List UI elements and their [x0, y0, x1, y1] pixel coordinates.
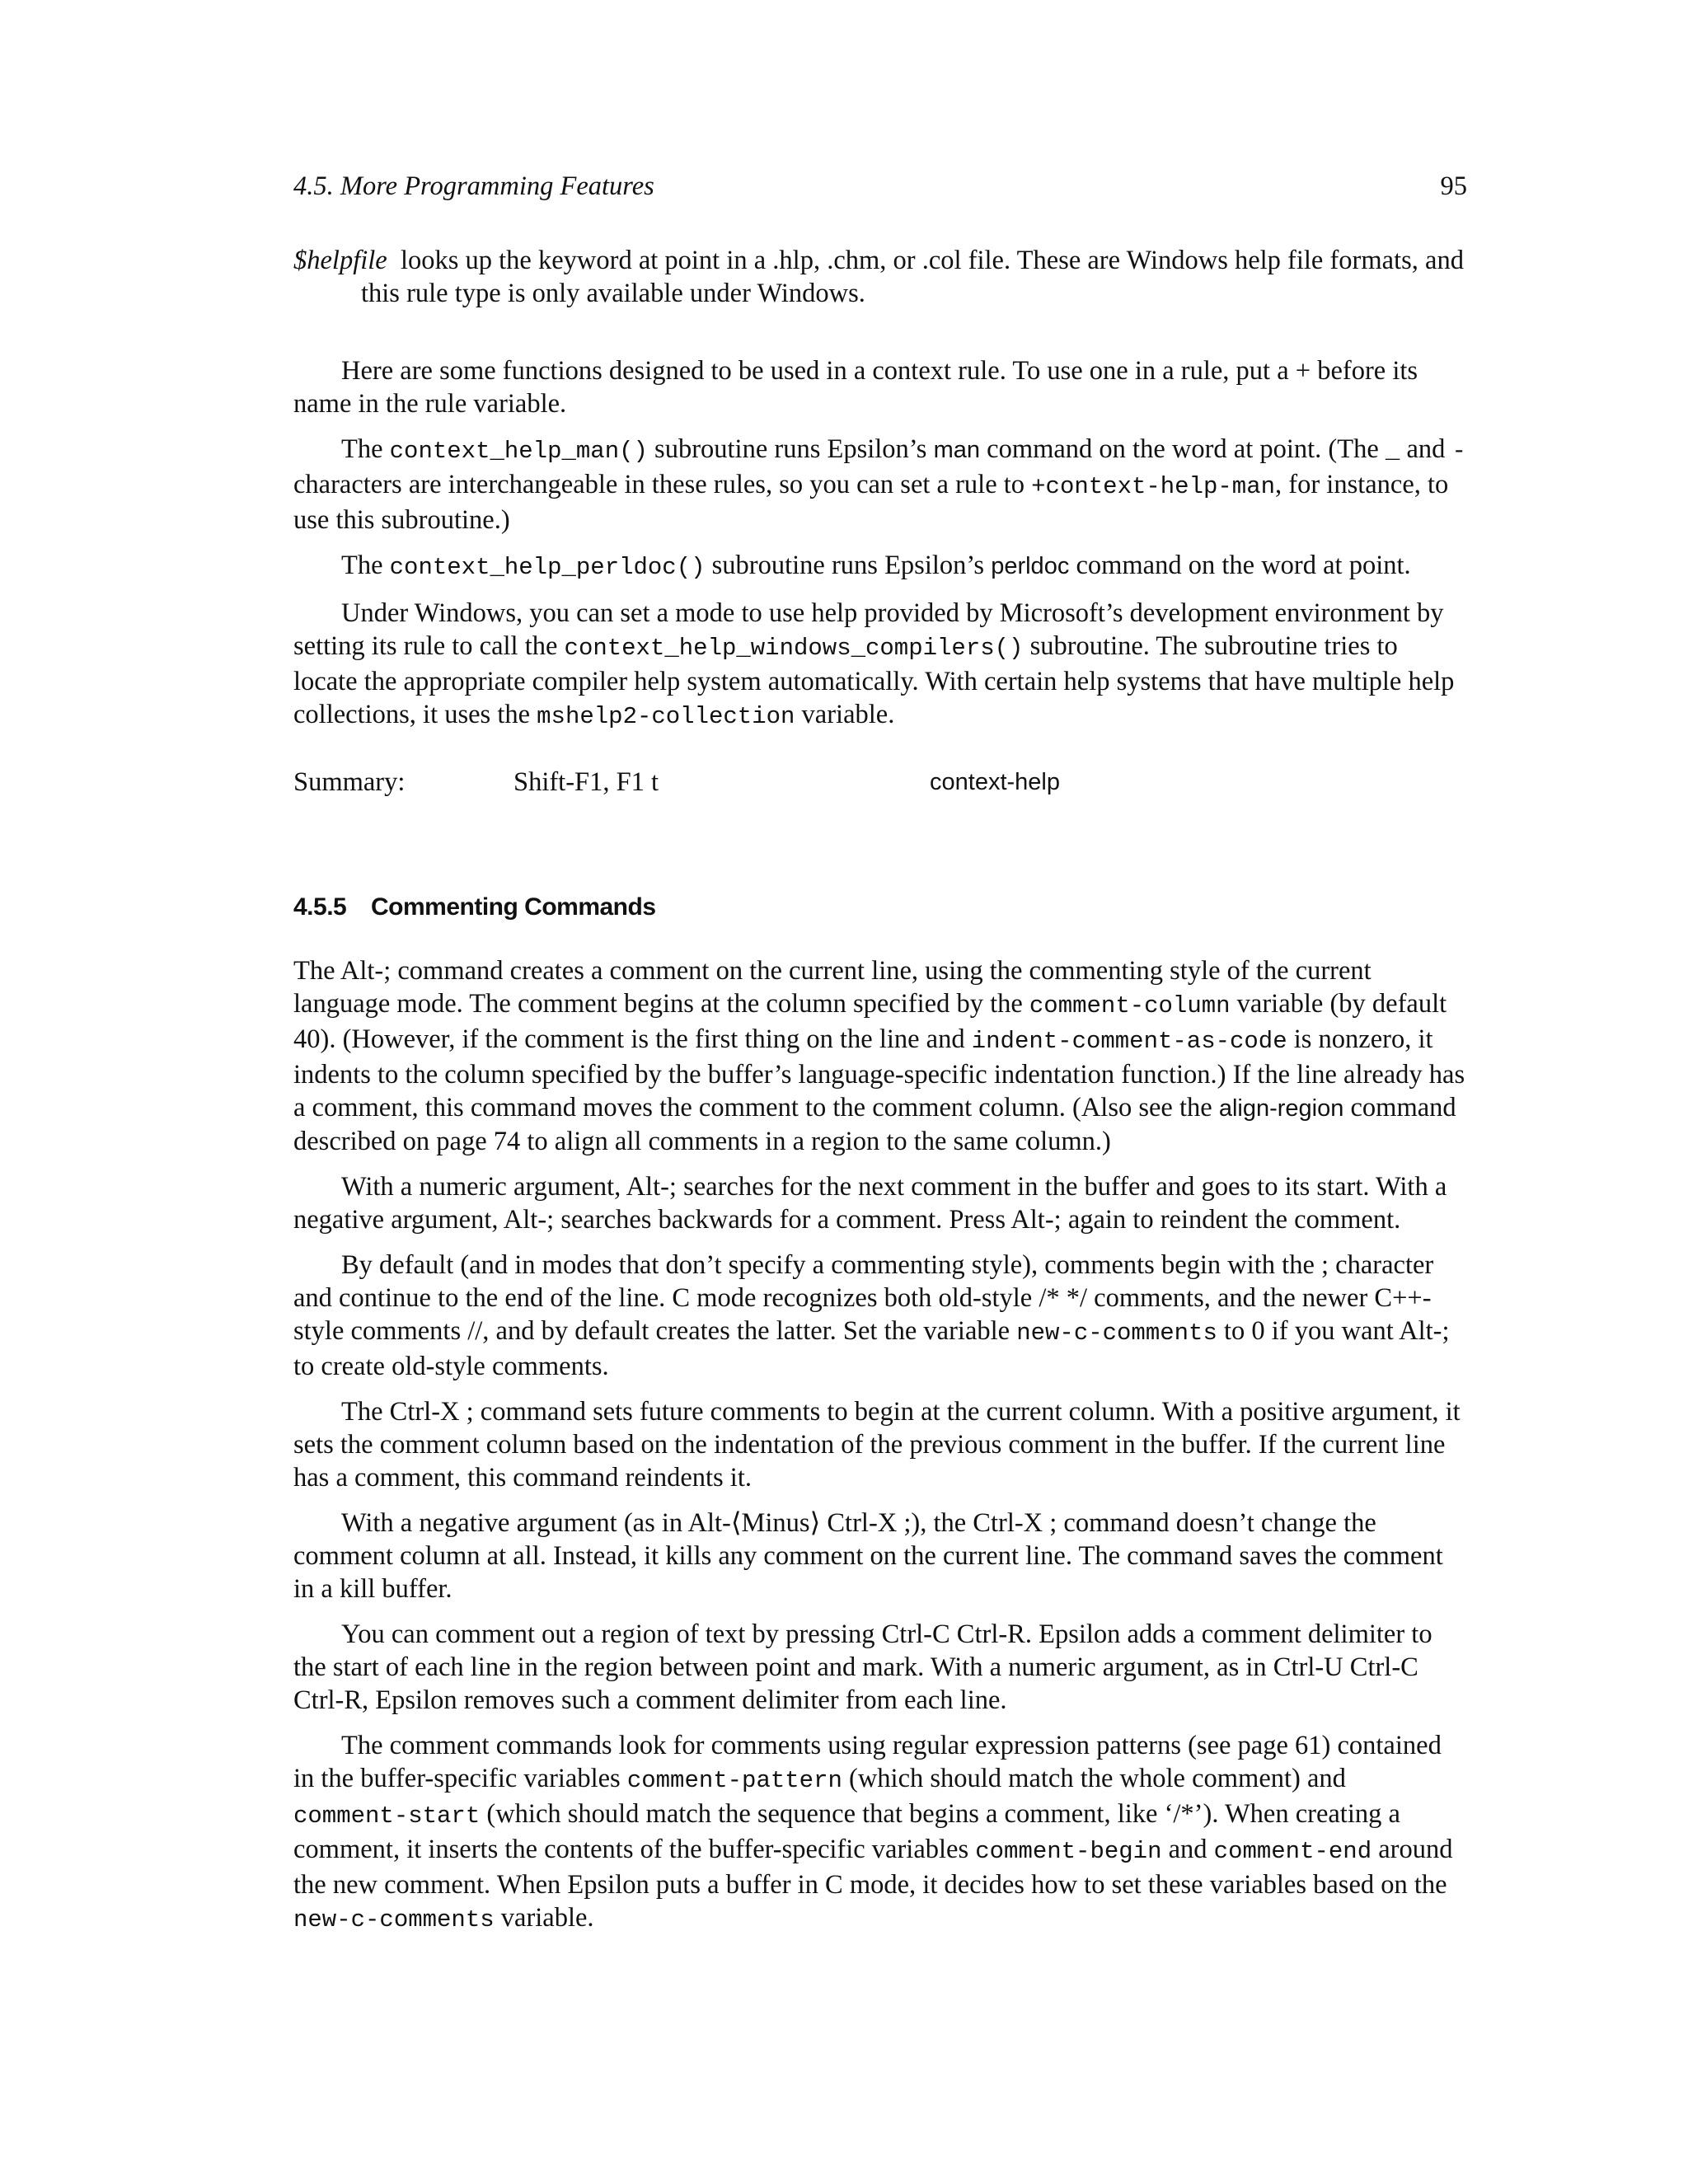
- code-comment-column: comment-column: [1029, 992, 1231, 1019]
- code-comment-start: comment-start: [293, 1802, 481, 1830]
- summary-command: context-help: [930, 769, 1060, 795]
- summary-label: Summary:: [293, 767, 406, 797]
- paragraph-windows-compilers: Under Windows, you can set a mode to use help provided by Microsoft’s development environment by setting its rule to call the context_help_windows_compilers() subroutine. The subroutine tries to locate the appropriate compiler help system automatically. With certain help systems that have multiple help collections, it uses the mshelp2-collection variable.: [293, 598, 1455, 730]
- section-heading: [293, 891, 1467, 924]
- paragraph-negative-argument: With a negative argument (as in Alt-⟨Minus⟩ Ctrl-X ;), the Ctrl-X ; command doesn’t change the comment column at all. Instead, it kills any comment on the current line. The command saves the comment in a kill buffer.: [293, 1508, 1443, 1604]
- running-header: [293, 170, 1467, 203]
- commenting-section-body: [293, 954, 1467, 1937]
- code-mshelp2-collection: mshelp2-collection: [537, 703, 795, 730]
- paragraph-comment-patterns: The comment commands look for comments using regular expression patterns (see page 61) contained in the buffer-specific variables comment-pattern (which should match the whole comment) and comment-start (which should match the sequence that begins a comment, like ‘/*’). When creating a comment, it inserts the contents of the buffer-specific variables comment-begin and comment-end around the new comment. When Epsilon puts a buffer in C mode, it decides how to set these variables based on the new-c-comments variable.: [293, 1731, 1453, 1933]
- code-plus-context-help-man: +context-help-man: [1031, 473, 1276, 500]
- command-man: man: [933, 437, 981, 463]
- summary-line: [293, 766, 1467, 799]
- paragraph-alt-semicolon: The Alt-; command creates a comment on the current line, using the commenting style of the current language mode. The comment begins at the column specified by the comment-column variable (by default 40). (However, if the comment is the first thing on the line and indent-comment-as-code is nonzero, it indents to the column specified by the buffer’s language-specific indentation function.) If the line already has a comment, this command moves the comment to the comment column. (Also see the align-region command described on page 74 to align all comments in a region to the same column.): [293, 956, 1465, 1156]
- code-comment-pattern: comment-pattern: [626, 1767, 842, 1794]
- code-comment-begin: comment-begin: [975, 1838, 1162, 1865]
- code-context-help-perldoc: context_help_perldoc(): [389, 554, 706, 581]
- paragraph-context-help-perldoc: The context_help_perldoc() subroutine runs Epsilon’s perldoc command on the word at point.: [341, 551, 1411, 581]
- paragraph-default-comments: By default (and in modes that don’t specify a commenting style), comments begin with the ; character and continue to the end of the line. C mode recognizes both old-style /* */ comments, and the newer C++-style comments //, and by default creates the latter. Set the variable new-c-comments to 0 if you want Alt-; to create old-style comments.: [293, 1250, 1450, 1381]
- paragraph-numeric-argument: With a numeric argument, Alt-; searches for the next comment in the buffer and goes to its start. With a negative argument, Alt-; searches backwards for a comment. Press Alt-; again to reindent the comment.: [293, 1172, 1447, 1235]
- code-new-c-comments: new-c-comments: [1016, 1319, 1217, 1347]
- summary-keys: Shift-F1, F1 t: [513, 767, 659, 797]
- paragraph-ctrl-x-semicolon: The Ctrl-X ; command sets future comments to begin at the current column. With a positive argument, it sets the comment column based on the indentation of the previous comment in the buffer. If the current line has a comment, this command reindents it.: [293, 1397, 1461, 1493]
- command-perldoc: perldoc: [991, 553, 1070, 579]
- code-context-help-windows-compilers: context_help_windows_compilers(): [564, 635, 1024, 662]
- paragraph-context-help-man: The context_help_man() subroutine runs Epsilon’s man command on the word at point. (The _ and - characters are interchangeable in these rules, so you can set a rule to +context-help-man, for instance, to use this subroutine.): [293, 434, 1466, 535]
- paragraph-context-intro: Here are some functions designed to be used in a context rule. To use one in a rule, put a + before its name in the rule variable.: [293, 356, 1418, 419]
- page-number: 95: [1440, 171, 1467, 201]
- code-context-help-man: context_help_man(): [389, 438, 648, 465]
- section-number: 4.5.5: [293, 893, 347, 921]
- code-dash: -: [1451, 438, 1466, 465]
- helpfile-definition: [293, 244, 1467, 310]
- helpfile-text: looks up the keyword at point in a .hlp, .chm, or .col file. These are Windows help file formats, and this rule type is only available under Windows.: [361, 246, 1464, 308]
- command-align-region: align-region: [1218, 1095, 1344, 1122]
- section-title: Commenting Commands: [371, 893, 656, 921]
- paragraph-comment-region: You can comment out a region of text by pressing Ctrl-C Ctrl-R. Epsilon adds a comment delimiter to the start of each line in the region between point and mark. With a numeric argument, as in Ctrl-U Ctrl-C Ctrl-R, Epsilon removes such a comment delimiter from each line.: [293, 1619, 1432, 1715]
- code-indent-comment-as-code: indent-comment-as-code: [971, 1028, 1287, 1055]
- code-underscore: _: [1385, 438, 1400, 465]
- code-comment-end: comment-end: [1213, 1838, 1372, 1865]
- running-title: 4.5. More Programming Features: [293, 171, 654, 201]
- code-new-c-comments-2: new-c-comments: [293, 1906, 495, 1933]
- helpfile-keyword: $helpfile: [293, 246, 387, 275]
- context-functions-section: [293, 354, 1467, 733]
